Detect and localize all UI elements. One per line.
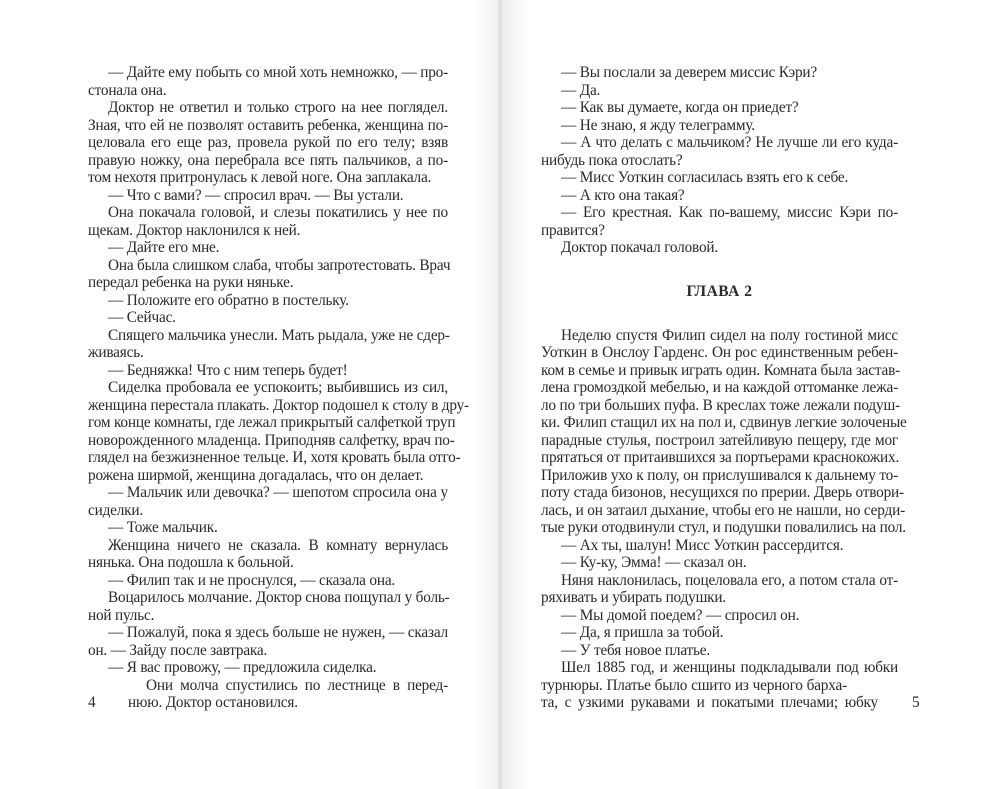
right-page-line: — Ку-ку, Эмма! — сказал он.	[561, 554, 747, 571]
right-page-line: Шел 1885 год, и женщины подкладывали под юбки	[561, 659, 898, 676]
left-page-text	[88, 64, 469, 677]
right-page-line: Уоткин в Онслоу Гарденс. Он рос единственным ребен-	[541, 344, 898, 361]
left-page-line: Она была слишком слаба, чтобы запротестовать. Врач	[108, 256, 451, 274]
right-page-line: та, с узкими рукавами и покатыми плечами; юбку	[541, 694, 878, 711]
left-page-line: — Я вас провожу, — предложила сиделка.	[108, 659, 377, 676]
left-page-line: правую ножку, она перебрала все пять пальчиков, а по-	[88, 151, 448, 169]
left-page-tail-row	[88, 677, 448, 695]
left-page-line: Воцарилось молчание. Доктор снова пощупал у боль-	[108, 589, 450, 606]
right-page-line: — У тебя новое платье.	[561, 641, 711, 659]
left-page-line: целовала его еще раз, провела рукой по его телу; взяв	[88, 134, 448, 151]
left-page-line: Они молча спустились по лестнице в перед-	[146, 676, 448, 694]
right-page-line: — Его крестная. Как по-вашему, миссис Кэри по-	[561, 204, 898, 221]
page-number-right: 5	[912, 694, 920, 711]
right-page-line: ло по три больших пуфа. В креслах тоже лежали подуш-	[541, 396, 900, 414]
right-page-line: Приложив ухо к полу, он прислушивался к дальнему то-	[541, 466, 898, 484]
right-page	[541, 64, 920, 712]
left-page-line: — Положите его обратно в постельку.	[108, 291, 349, 309]
left-page-line: — Дайте ему побыть со мной хоть немножко, — про-	[108, 64, 448, 81]
right-page-line: ряхивать и убирать подушки.	[541, 589, 727, 606]
right-page-line: — Как вы думаете, когда он приедет?	[561, 99, 799, 116]
left-page-line: он. — Зайду после завтрака.	[88, 641, 268, 659]
left-page-line: женщина перестала плакать. Доктор подошел к столу в дру-	[88, 396, 469, 414]
left-page-line: нюю. Доктор остановился.	[128, 694, 298, 711]
right-page-tail-row	[541, 694, 920, 712]
left-page-line: щекам. Доктор наклонился к ней.	[88, 221, 301, 239]
left-page-line: — Что с вами? — спросил врач. — Вы устали.	[108, 186, 404, 204]
left-page-line: Спящего мальчика унесли. Мать рыдала, уже не сдер-	[108, 326, 450, 344]
right-page-line: Няня наклонилась, поцеловала его, а потом стала от-	[561, 571, 898, 589]
left-page-line: Сиделка пробовала ее успокоить; выбившись из сил,	[108, 379, 448, 396]
right-page-line: — Да.	[561, 81, 601, 99]
left-page-line: — Пожалуй, пока я здесь больше не нужен, — сказал	[108, 624, 448, 641]
left-page-tail-row	[88, 694, 448, 712]
right-page-line: нибудь пока отослать?	[541, 151, 683, 169]
right-page-line: турнюры. Платье было сшито из черного барха-	[541, 676, 847, 694]
left-page-line: — Сейчас.	[108, 309, 176, 326]
left-page-line: Женщина ничего не сказала. В комнату вернулась	[108, 536, 448, 554]
right-page-line: — Мисс Уоткин согласилась взять его к себе.	[561, 169, 849, 186]
right-page-line: — Вы послали за деверем миссис Кэри?	[561, 64, 817, 81]
chapter-heading: ГЛАВА 2	[686, 282, 753, 300]
left-page-line: Зная, что ей не позволят оставить ребенка, женщина по-	[88, 116, 448, 134]
right-page-line: тые руки отодвинули стул, и подушки повалились на пол.	[541, 519, 906, 536]
book-gutter	[470, 0, 530, 789]
right-page-line: — Не знаю, я жду телеграмму.	[561, 116, 755, 134]
right-page-line: — Мы домой поедем? — спросил он.	[561, 606, 800, 624]
right-page-line: лась, и он затаил дыхание, чтобы его не нашли, но серди-	[541, 501, 905, 519]
left-page-line: — Мальчик или девочка? — шепотом спросила она у	[108, 484, 448, 501]
right-page-text-top	[541, 64, 898, 257]
left-page-line: том нехотя притронулась к левой ноге. Она заплакала.	[88, 169, 432, 186]
right-page-line: правится?	[541, 221, 605, 239]
right-page-tail-row	[541, 677, 898, 695]
left-page-line: — Бедняжка! Что с ним теперь будет!	[108, 361, 348, 379]
left-page-line: — Тоже мальчик.	[108, 519, 218, 536]
left-page-line: нянька. Она подошла к больной.	[88, 554, 294, 571]
left-page-line: Доктор не ответил и только строго на нее поглядел.	[108, 99, 448, 116]
page-number-left: 4	[88, 694, 96, 711]
right-page-line: — Ах ты, шалун! Мисс Уоткин рассердится.	[561, 536, 844, 554]
left-page-line: — Дайте его мне.	[108, 239, 220, 256]
left-page-line: гом конце комнаты, где лежал прикрытый салфеткой труп	[88, 414, 456, 431]
left-page-line: живаясь.	[88, 344, 144, 361]
left-page-line: — Филип так и не проснулся, — сказала она.	[108, 571, 396, 589]
right-page-line: — Да, я пришла за тобой.	[561, 624, 724, 641]
left-page-line: передал ребенка на руки няньке.	[88, 274, 294, 291]
left-page-line: ной пульс.	[88, 606, 155, 624]
right-page-line: Доктор покачал головой.	[561, 239, 719, 256]
right-page-line: ки. Филип стащил их на пол и, сдвинув легкие золоченые	[541, 414, 907, 431]
left-page-line: глядел на безжизненное тельце. И, хотя кровать была отго-	[88, 449, 461, 466]
right-page-line: парадные стулья, построил затейливую пещеру, где мог	[541, 431, 898, 449]
left-page-line: новорожденного младенца. Приподняв салфетку, врач по-	[88, 431, 455, 449]
right-page-line: ком в семье и привык играть один. Комната была застав-	[541, 361, 901, 379]
left-page-line: рожена ширмой, женщина догадалась, что он делает.	[88, 466, 424, 484]
right-page-line: лена громоздкой мебелью, и на каждой оттоманке лежа-	[541, 379, 898, 396]
right-page-text-chapter	[541, 326, 907, 677]
right-page-line: поту стада бизонов, несущихся по прерии. Дверь отвори-	[541, 484, 904, 501]
right-page-line: — А кто она такая?	[561, 186, 685, 204]
right-page-line: — А что делать с мальчиком? Не лучше ли его куда-	[561, 134, 898, 151]
left-page-line: сиделки.	[88, 501, 144, 519]
left-page	[88, 64, 469, 712]
right-page-line: прятаться от притаившихся за портьерами краснокожих.	[541, 449, 900, 466]
right-page-line: Неделю спустя Филип сидел на полу гостиной мисс	[561, 326, 898, 344]
left-page-line: стонала она.	[88, 81, 167, 99]
left-page-line: Она покачала головой, и слезы покатились у нее по	[108, 204, 448, 221]
